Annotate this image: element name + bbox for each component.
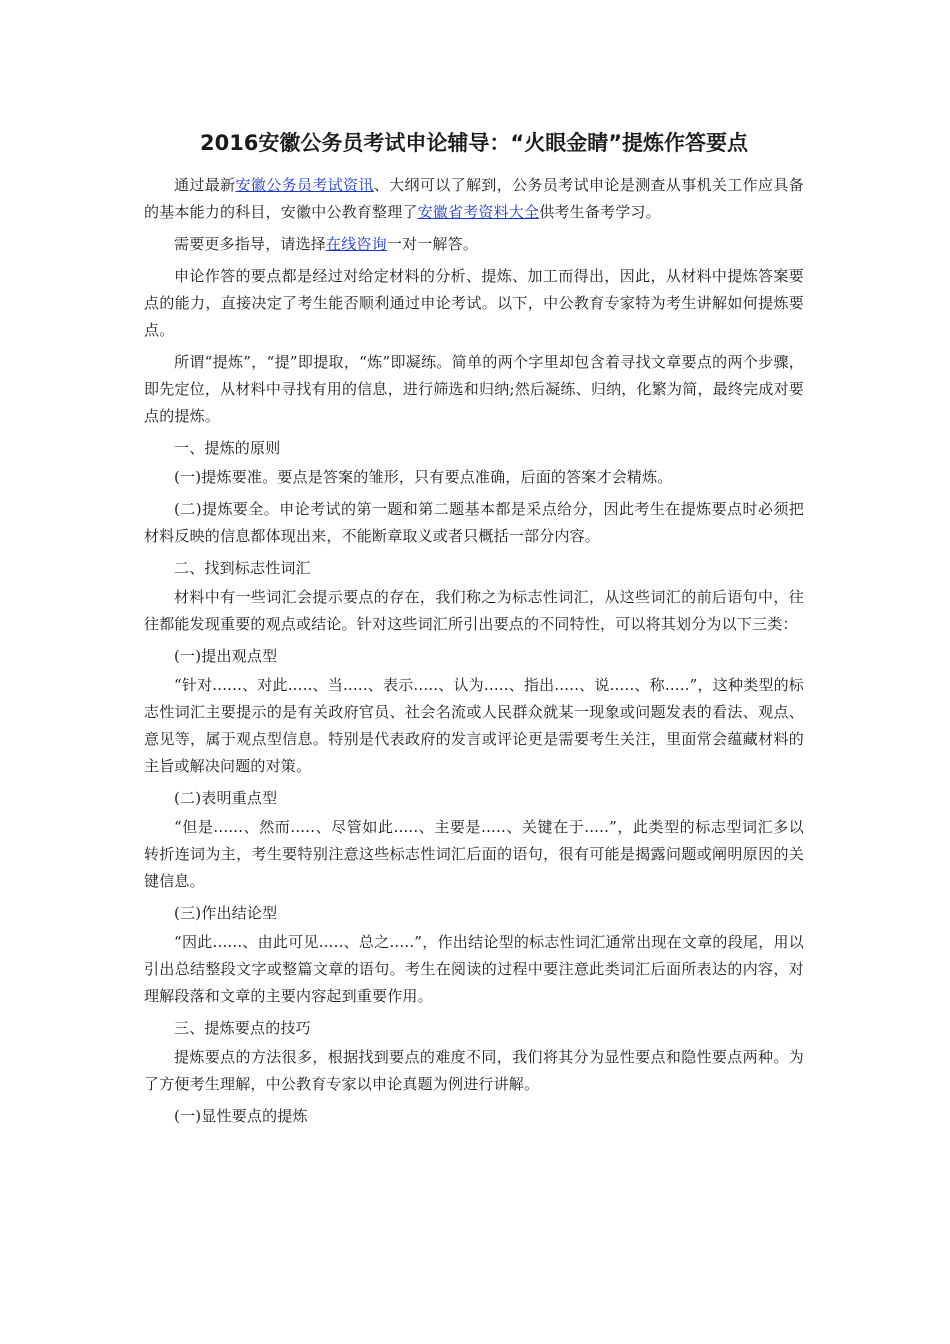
- document-page: [144, 126, 804, 1132]
- section-heading: 二、找到标志性词汇: [174, 559, 311, 577]
- exam-materials-link[interactable]: 安徽省考资料大全: [417, 203, 540, 221]
- section-heading: 三、提炼要点的技巧: [174, 1019, 311, 1037]
- consult-text-2: 一对一解答。: [386, 235, 479, 253]
- intro-paragraph: [144, 172, 804, 226]
- intro-text-2: 、大纲可以了解到，公务员考试申论是测查从事机关工作应具备的基本能力的科目，安徽中公教育整理了: [144, 176, 804, 221]
- body-paragraph: “但是......、然而.....、尽管如此.....、主要是.....、关键在于.....”，此类型的标志型词汇多以转折连词为主，考生要特别注意这些标志性词汇后面的语句，很有可能是揭露问题或阐明原因的关键信息。: [144, 818, 804, 890]
- online-consult-link[interactable]: 在线咨询: [326, 235, 387, 253]
- subsection-heading: (三)作出结论型: [174, 904, 278, 922]
- body-paragraph: (二)提炼要全。申论考试的第一题和第二题基本都是采点给分，因此考生在提炼要点时必须把材料反映的信息都体现出来，不能断章取义或者只概括一部分内容。: [144, 500, 804, 545]
- body-paragraph: 申论作答的要点都是经过对给定材料的分析、提炼、加工而得出，因此，从材料中提炼答案要点的能力，直接决定了考生能否顺利通过申论考试。以下，中公教育专家特为考生讲解如何提炼要点。: [144, 267, 804, 339]
- body-paragraph: “因此......、由此可见.....、总之.....”，作出结论型的标志性词汇通常出现在文章的段尾，用以引出总结整段文字或整篇文章的语句。考生在阅读的过程中要注意此类词汇后面所表达的内容，对理解段落和文章的主要内容起到重要作用。: [144, 933, 804, 1005]
- exam-news-link[interactable]: 安徽公务员考试资讯: [235, 176, 374, 194]
- intro-text-1: 通过最新: [174, 176, 236, 194]
- body-paragraph: 所谓“提炼”，“提”即提取，“炼”即凝练。简单的两个字里却包含着寻找文章要点的两个步骤，即先定位，从材料中寻找有用的信息，进行筛选和归纳;然后凝练、归纳，化繁为简，最终完成对要点的提炼。: [144, 353, 804, 425]
- intro-text-3: 供考生备考学习。: [539, 203, 661, 221]
- body-paragraph: (一)提炼要准。要点是答案的雏形，只有要点准确，后面的答案才会精炼。: [174, 468, 673, 486]
- body-paragraph: 材料中有一些词汇会提示要点的存在，我们称之为标志性词汇，从这些词汇的前后语句中，往往都能发现重要的观点或结论。针对这些词汇所引出要点的不同特性，可以将其划分为以下三类：: [144, 588, 804, 633]
- subsection-heading: (二)表明重点型: [174, 789, 278, 807]
- consult-paragraph: [144, 231, 804, 258]
- body-paragraph: “针对......、对此.....、当.....、表示.....、认为.....、指出.....、说.....、称.....”，这种类型的标志性词汇主要提示的是有关政府官员、社会名流或人民群众就某一现象或问题发表的看法、观点、意见等，属于观点型信息。特别是代表政府的发言或评论更是需要考生关注，里面常会蕴藏材料的主旨或解决问题的对策。: [144, 676, 804, 775]
- consult-text-1: 需要更多指导，请选择: [174, 235, 327, 253]
- document-title: 2016安徽公务员考试申论辅导：“火眼金睛”提炼作答要点: [199, 131, 749, 155]
- subsection-heading: (一)提出观点型: [174, 647, 278, 665]
- section-heading: 一、提炼的原则: [174, 439, 281, 457]
- subsection-heading: (一)显性要点的提炼: [174, 1107, 308, 1125]
- body-paragraph: 提炼要点的方法很多，根据找到要点的难度不同，我们将其分为显性要点和隐性要点两种。为了方便考生理解，中公教育专家以申论真题为例进行讲解。: [144, 1048, 804, 1093]
